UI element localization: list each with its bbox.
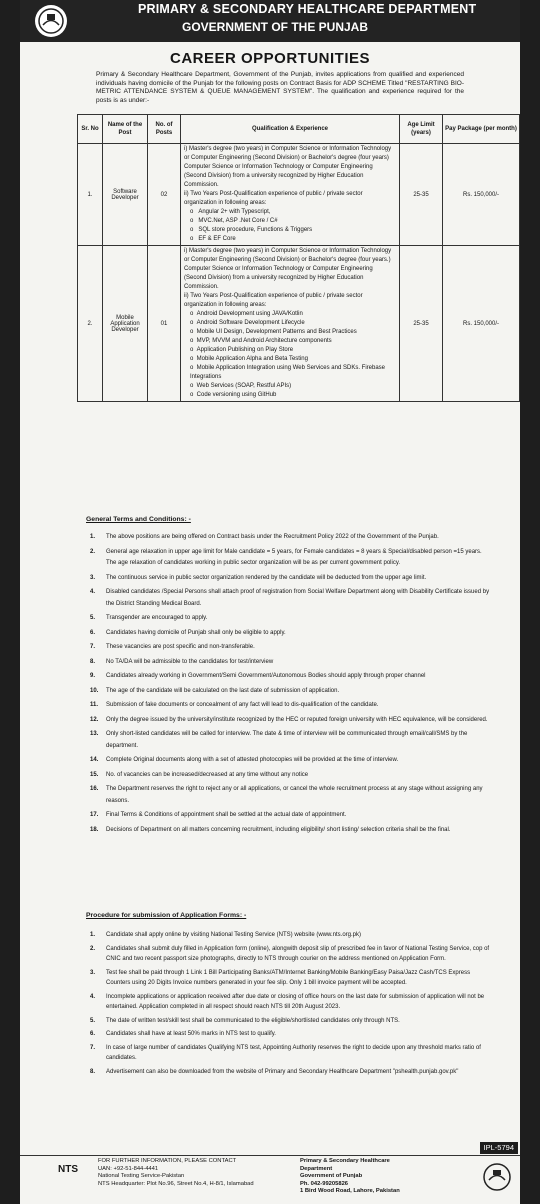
list-item: o Mobile Application Alpha and Beta Testing <box>190 356 308 362</box>
list-item: 15. No. of vacancies can be increased/decreased at any time without any notice <box>90 771 309 778</box>
header-qualification: Qualification & Experience <box>181 115 400 144</box>
department-phone: Ph. 042-99205826 <box>300 1180 349 1187</box>
skills-list <box>184 208 396 244</box>
table-row <box>78 246 520 402</box>
header-no-of-posts: No. of Posts <box>148 115 181 144</box>
header-sr-no: Sr. No <box>78 115 103 144</box>
table-row <box>78 144 520 246</box>
list-item: 3. Test fee shall be paid through 1 Link 1 Bill Participating Banks/ATM/Internet Banking/Mobile Banking/Easy Paisa/Jazz Cash/TCS Express Counters using 20 Digits Invoice numbers generated in your fee slip. Only 1 bill invoice payment will be accepted. <box>90 969 471 986</box>
list-item: 7. These vacancies are post specific and non-transferable. <box>90 644 255 650</box>
intro-paragraph: Primary & Secondary Healthcare Department, Government of the Punjab, invites applications from qualified and experienced individuals having domicile of the Punjab for the following posts on Contract Basis for ADP SCHEME Titled "RESTARTING BIO-METRIC ATTENDANCE SYSTEM & QUEUE MANAGEMENT SYSTEM". The qualification and experience required for the posts is as under:- <box>96 71 464 104</box>
table-header-row <box>78 115 520 144</box>
skills-list <box>184 310 396 400</box>
list-item: o Angular 2+ with Typescript, <box>190 209 271 215</box>
contact-nts-address: NTS Headquarter: Plot No.96, Street No.4, H-8/1, Islamabad <box>98 1180 254 1187</box>
list-item: 13. Only short-listed candidates will be called for interview. The date & time of interview will be communicated through email/call/SMS by the department. <box>90 731 468 749</box>
terms-heading: General Terms and Conditions: - <box>86 516 191 523</box>
qualification-degree: i) Master's degree (two years) in Computer Science or Information Technology or Computer Engineering (Second Division) or Bachelor's degree (four years.) Computer Science or Information Technology or Computer Engineering (Second Division) from a university recognized by Higher Education Commission. <box>184 248 392 290</box>
department-title: PRIMARY & SECONDARY HEALTHCARE DEPARTMENT <box>138 2 477 16</box>
advertisement-page <box>20 0 520 1204</box>
list-item: 8. Advertisement can also be downloaded from the website of Primary and Secondary Healthcare Department "pshealth.punjab.gov.pk" <box>90 1068 459 1075</box>
department-address: 1 Bird Wood Road, Lahore, Pakistan <box>300 1188 400 1194</box>
list-item: 16. The Department reserves the right to reject any or all applications, or cancel the whole recruitment process at any stage without assigning any reasons. <box>90 786 483 804</box>
list-item: 3. The continuous service in public sector organization rendered by the candidate will be deducted from the upper age limit. <box>90 574 427 581</box>
list-item: 6. Candidates shall have at least 50% marks in NTS test to qualify. <box>90 1031 276 1037</box>
list-item: 14. Complete Original documents along with a set of attested photocopies will be provided at the time of interview. <box>90 757 399 763</box>
list-item: 2. Candidates shall submit duly filled in Application form (online), alongwith deposit slip of prescribed fee in favor of National Testing Service, cop of CNIC and two recent passport size photographs, directly to NTS through courier on the address mentioned on Application Form. <box>90 945 490 962</box>
posts-table <box>77 114 520 402</box>
row-pay: Rs. 150,000/- <box>443 144 520 246</box>
list-item: 1. The above positions are being offered on Contract basis under the Recruitment Policy 2022 of the Government of the Punjab. <box>90 534 439 540</box>
list-item: o Application Publishing on Play Store <box>190 347 294 353</box>
ipl-badge: IPL-5794 <box>480 1142 518 1154</box>
row-qualification <box>181 144 400 246</box>
list-item: 1. Candidate shall apply online by visiting National Testing Service (NTS) website (www.nts.org.pk) <box>90 932 362 938</box>
government-title: GOVERNMENT OF THE PUNJAB <box>182 20 369 34</box>
list-item: o Android Development using JAVA/Kotlin <box>190 311 303 317</box>
row-post: Mobile Application Developer <box>103 246 148 402</box>
header-age-limit: Age Limit (years) <box>400 115 443 144</box>
qualification-experience: ii) Two Years Post-Qualification experience of public / private sector organization in following areas: <box>184 293 363 308</box>
row-count: 01 <box>148 246 181 402</box>
list-item: o Mobile Application Integration using Web Services and SDKs. Firebase Integrations <box>190 365 385 380</box>
list-item: o EF & EF Core <box>190 236 236 242</box>
contact-title: FOR FURTHER INFORMATION, PLEASE CONTACT <box>98 1158 237 1164</box>
contact-uan: UAN: +92-51-844-4441 <box>98 1165 159 1172</box>
list-item: o MVP, MVVM and Android Architecture components <box>190 338 332 344</box>
department-contact <box>300 1158 400 1196</box>
list-item: o Web Services (SOAP, Restful APIs) <box>190 383 292 389</box>
row-sr: 1. <box>78 144 103 246</box>
department-line: Government of Punjab <box>300 1173 363 1179</box>
row-sr: 2. <box>78 246 103 402</box>
terms-list <box>90 532 492 839</box>
row-qualification <box>181 246 400 402</box>
list-item: 18. Decisions of Department on all matters concerning recruitment, including eligibility/ short listing/ selection criteria shall be the final. <box>90 826 451 833</box>
row-age: 25-35 <box>400 144 443 246</box>
contact-nts-name: National Testing Service-Pakistan <box>98 1173 185 1179</box>
list-item: 9. Candidates already working in Government/Semi Government/Autonomous Bodies should apply through proper channel <box>90 673 426 679</box>
punjab-government-logo-icon <box>20 0 82 42</box>
list-item: o MVC.Net, ASP .Net Core / C# <box>190 218 278 224</box>
list-item: 10. The age of the candidate will be calculated on the last date of submission of application. <box>90 687 340 694</box>
footer <box>20 1143 520 1204</box>
list-item: o Code versioning using GitHub <box>190 392 277 398</box>
header-pay-package: Pay Package (per month) <box>443 115 520 144</box>
list-item: o Android Software Development Lifecycle <box>190 320 305 326</box>
qualification-degree: i) Master's degree (two years) in Computer Science or Information Technology or Computer Engineering (Second Division) or Bachelor's degree (four years) Computer Science or Information Technology or Computer Engineering (Second Division) from a university recognized by Higher Education Commission. <box>184 146 392 188</box>
list-item: 12. Only the degree issued by the university/institute recognized by the HEC or reputed foreign university with HEC equivalence, will be considered. <box>90 716 488 723</box>
list-item: o SQL store procedure, Functions & Triggers <box>190 227 313 233</box>
list-item: 11. Submission of fake documents or concealment of any fact will lead to dis-qualification of the candidate. <box>90 702 379 708</box>
list-item: 5. Transgender are encouraged to apply. <box>90 615 208 621</box>
career-opportunities-title: CAREER OPPORTUNITIES <box>169 50 371 67</box>
list-item: 6. Candidates having domicile of Punjab shall only be eligible to apply. <box>90 629 286 636</box>
nts-logo: NTS <box>58 1164 78 1175</box>
department-line: Primary & Secondary Healthcare <box>300 1158 390 1164</box>
row-age: 25-35 <box>400 246 443 402</box>
header-banner <box>20 0 520 42</box>
list-item: o Mobile UI Design, Development Patterns and Best Practices <box>190 329 357 335</box>
qualification-experience: ii) Two Years Post-Qualification experience of public / private sector organization in following areas: <box>184 191 363 206</box>
list-item: 7. In case of large number of candidates Qualifying NTS test, Appointing Authority reserves the right to decide upon any threshold marks ratio of candidates. <box>90 1044 481 1061</box>
punjab-government-footer-logo-icon <box>482 1162 512 1192</box>
procedure-list <box>90 930 492 1080</box>
list-item: 5. The date of written test/skill test shall be communicated to the eligible/shortlisted candidates only through NTS. <box>90 1017 400 1024</box>
row-pay: Rs. 150,000/- <box>443 246 520 402</box>
list-item: 2. General age relaxation in upper age limit for Male candidate = 5 years, for Female candidates = 8 years & Special/disabled person =15 years. The age relaxation of candidates working in public sector organization will be as per current government policy. <box>90 548 482 566</box>
row-count: 02 <box>148 144 181 246</box>
header-post-name: Name of the Post <box>103 115 148 144</box>
list-item: 8. No TA/DA will be admissible to the candidates for test/interview <box>90 658 274 665</box>
list-item: 17. Final Terms & Conditions of appointment shall be settled at the actual date of appointment. <box>90 812 347 818</box>
list-item: 4. Incomplete applications or application received after due date or closing of office hours on the last date for submission of application will not be entertained. Application completed in all respect should reach NTS till 20th August 2023. <box>90 993 485 1010</box>
procedure-heading: Procedure for submission of Application Forms: - <box>86 912 247 919</box>
nts-contact <box>98 1158 254 1188</box>
department-line: Department <box>300 1165 333 1172</box>
list-item: 4. Disabled candidates /Special Persons shall attach proof of registration from Social Welfare Department along with Disability Certificate issued by the District Standing Medical Board. <box>90 589 490 607</box>
row-post: Software Developer <box>103 144 148 246</box>
